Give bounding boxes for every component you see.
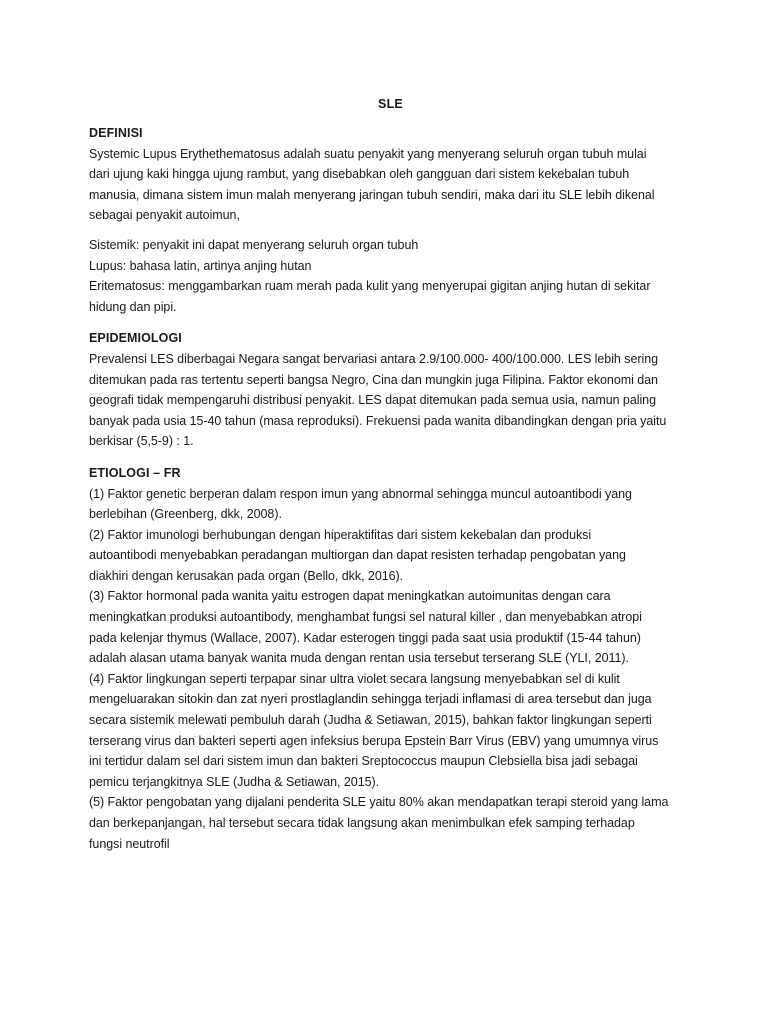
text-line: berkisar (5,5-9) : 1. — [89, 434, 194, 449]
text-line: secara sistemik melewati pembuluh darah (Judha & Setiawan, 2015), bahkan faktor lingkungan seperti — [89, 713, 652, 728]
text-line: manusia, dimana sistem imun malah menyerang jaringan tubuh sendiri, maka dari itu SLE lebih dikenal — [89, 187, 655, 202]
text-line: (4) Faktor lingkungan seperti terpapar sinar ultra violet secara langsung menyebabkan sel di kulit — [89, 671, 620, 686]
section-heading-epidemiologi: EPIDEMIOLOGI — [89, 331, 182, 346]
text-line: ditemukan pada ras tertentu seperti bangsa Negro, Cina dan mungkin juga Filipina. Faktor ekonomi dan — [89, 372, 658, 387]
text-line: (2) Faktor imunologi berhubungan dengan hiperaktifitas dari sistem kekebalan dan produksi — [89, 527, 592, 542]
text-line: sebagai penyakit autoimun, — [89, 208, 240, 223]
etiologi-paragraph — [89, 484, 692, 855]
text-line: geografi tidak mempengaruhi distribusi penyakit. LES dapat ditemukan pada semua usia, namun paling — [89, 393, 656, 408]
text-line: dari ujung kaki hingga ujung rambut, yang disebabkan oleh gangguan dari sistem kekebalan tubuh — [89, 167, 630, 182]
text-line: mengeluarakan sitokin dan zat nyeri prostlaglandin sehingga terjadi inflamasi di area tersebut dan juga — [89, 692, 652, 707]
document-title: SLE — [378, 97, 403, 111]
text-line: diakhiri dengan kerusakan pada organ (Bello, dkk, 2016). — [89, 568, 404, 583]
text-line: pada kelenjar thymus (Wallace, 2007). Kadar esterogen tinggi pada saat usia produktif (15-44 tahun) — [89, 630, 641, 645]
text-line: (1) Faktor genetic berperan dalam respon imun yang abnormal sehingga muncul autoantibodi yang — [89, 486, 632, 501]
text-line: Lupus: bahasa latin, artinya anjing hutan — [89, 258, 312, 273]
epidemiologi-paragraph — [89, 349, 692, 452]
text-line: banyak pada usia 15-40 tahun (masa reproduksi). Frekuensi pada wanita dibandingkan dengan pria yaitu — [89, 413, 667, 428]
text-line: (3) Faktor hormonal pada wanita yaitu estrogen dapat meningkatkan autoimunitas dengan cara — [89, 589, 611, 604]
text-line: Sistemik: penyakit ini dapat menyerang seluruh organ tubuh — [89, 237, 419, 252]
text-line: Prevalensi LES diberbagai Negara sangat bervariasi antara 2.9/100.000- 400/100.000. LES lebih sering — [89, 351, 658, 366]
paragraph-spacer — [89, 317, 692, 328]
text-line: fungsi neutrofil — [89, 836, 170, 851]
text-line: dan berkepanjangan, hal tersebut secara tidak langsung akan menimbulkan efek samping terhadap — [89, 816, 635, 830]
text-line: Eritematosus: menggambarkan ruam merah pada kulit yang menyerupai gigitan anjing hutan di sekitar — [89, 279, 651, 294]
paragraph-spacer — [89, 226, 692, 235]
text-line: terserang virus dan bakteri seperti agen infeksius berupa Epstein Barr Virus (EBV) yang umumnya virus — [89, 733, 659, 748]
text-line: berlebihan (Greenberg, dkk, 2008). — [89, 507, 282, 522]
text-line: pemicu terjangkitnya SLE (Judha & Setiawan, 2015). — [89, 774, 380, 789]
text-line: ini tertidur dalam sel dari sistem imun dan bakteri Sreptococcus maupun Clebsiella bisa jadi sebagai — [89, 754, 638, 769]
text-line: adalah alasan utama banyak wanita muda dengan rentan usia tersebut terserang SLE (YLI, 2011). — [89, 651, 629, 666]
text-line: Systemic Lupus Erythethematosus adalah suatu penyakit yang menyerang seluruh organ tubuh mulai — [89, 146, 647, 161]
definisi-paragraph-2 — [89, 235, 692, 317]
section-heading-etiologi: ETIOLOGI – FR — [89, 465, 181, 480]
text-line: autoantibodi menyebabkan peradangan multiorgan dan dapat resisten terhadap pengobatan yang — [89, 548, 626, 563]
text-line: hidung dan pipi. — [89, 299, 177, 314]
section-heading-definisi: DEFINISI — [89, 126, 143, 140]
paragraph-spacer — [89, 452, 692, 463]
text-line: meningkatkan produksi autoantibody, menghambat fungsi sel natural killer , dan menyebabkan atropi — [89, 610, 642, 625]
definisi-paragraph-1 — [89, 144, 692, 226]
text-line: (5) Faktor pengobatan yang dijalani penderita SLE yaitu 80% akan mendapatkan terapi steroid yang lama — [89, 795, 669, 810]
